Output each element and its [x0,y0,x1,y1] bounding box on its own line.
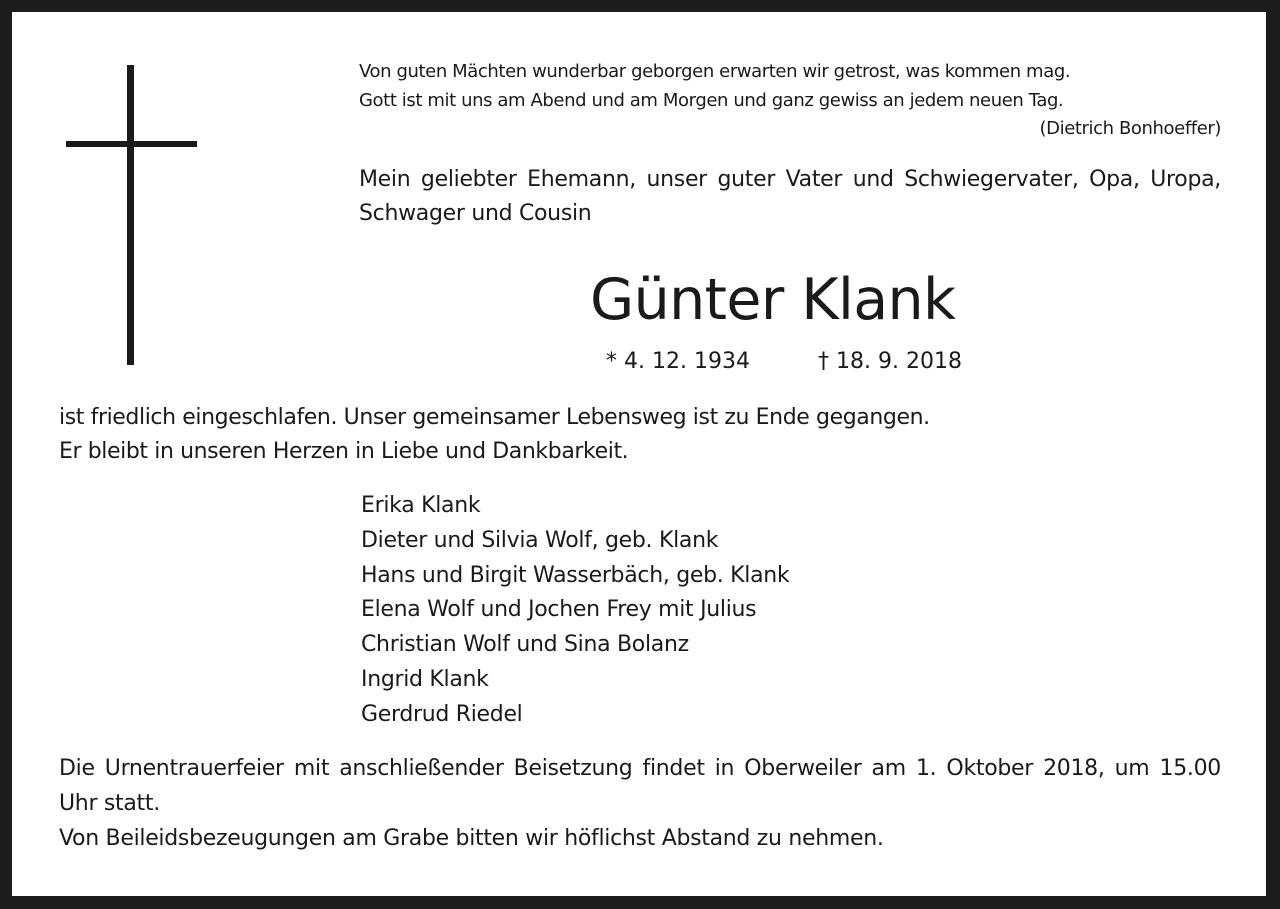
funeral-details: Die Urnentrauerfeier mit anschließender Beisetzung findet in Oberweiler am 1. Oktober 2018, um 15.00 Uhr statt. [59,756,1221,816]
mourners-list [361,489,789,733]
message-line: Er bleibt in unseren Herzen in Liebe und Dankbarkeit. [59,439,629,464]
birth-date: * 4. 12. 1934 [606,349,750,374]
death-date: † 18. 9. 2018 [818,349,962,374]
mourner-name: Erika Klank [361,493,481,518]
intro-text: Mein geliebter Ehemann, unser guter Vater und Schwiegervater, Opa, Uropa, Schwager und Cousin [359,167,1221,226]
mourner-name: Elena Wolf und Jochen Frey mit Julius [361,597,757,623]
message-line: ist friedlich eingeschlafen. Unser gemeinsamer Lebensweg ist zu Ende gegangen. [59,405,930,430]
mourner-name: Christian Wolf und Sina Bolanz [361,632,689,658]
obituary-notice [12,12,1266,896]
cross-vertical-beam [127,65,134,365]
funeral-information [59,751,1221,856]
mourner-name: Hans und Birgit Wasserbäch, geb. Klank [361,562,790,588]
deceased-name: Günter Klank [590,267,956,333]
quote-line: Von guten Mächten wunderbar geborgen erwarten wir getrost, was kommen mag. [359,61,1071,82]
obituary-message [59,401,930,469]
mourner-name: Dieter und Silvia Wolf, geb. Klank [361,527,719,553]
bonhoeffer-quote [359,57,1221,142]
quote-line: Gott ist mit uns am Abend und am Morgen und ganz gewiss an jedem neuen Tag. [359,90,1064,111]
mourner-name: Gerdrud Riedel [361,701,523,727]
quote-author: (Dietrich Bonhoeffer) [1039,118,1221,139]
mourner-name: Ingrid Klank [361,666,489,692]
condolence-note: Von Beileidsbezeugungen am Grabe bitten wir höflichst Abstand zu nehmen. [59,826,884,851]
cross-horizontal-beam [66,141,197,147]
